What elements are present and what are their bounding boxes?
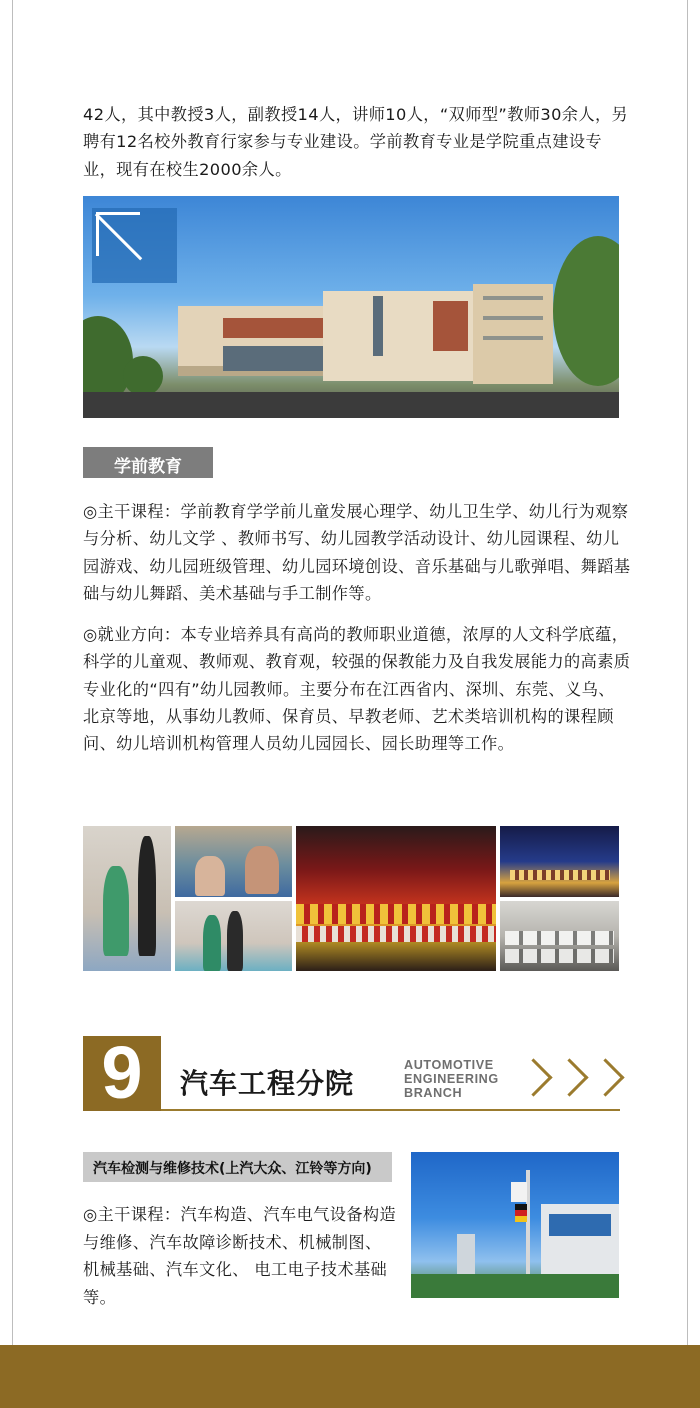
preschool-courses-paragraph: ◎主干课程：学前教育学学前儿童发展心理学、幼儿卫生学、幼儿行为观察与分析、幼儿文学 、教师书写、幼儿园教学活动设计、幼儿园课程、幼儿园游戏、幼儿园班级管理、幼儿园环境创设、音乐基础与儿歌弹唱、舞蹈基础与幼儿舞蹈、美术基础与手工制作等。 (83, 502, 631, 603)
saic-volkswagen-building-photo (411, 1152, 619, 1298)
section-number-box (83, 1031, 161, 1114)
stage-performance-photo (296, 826, 496, 971)
dance-class-photo (83, 826, 171, 971)
corner-frame-graphic (92, 208, 177, 283)
automotive-tag-label: 汽车检测与维修技术(上汽大众、江铃等方向) (93, 1161, 372, 1177)
intro-paragraph: 42人，其中教授3人，副教授14人，讲师10人，“双师型”教师30余人，另聘有12名校外教育行家参与专业建设。学前教育专业是学院重点建设专业，现有在校生2000余人。 (83, 105, 629, 179)
preschool-employment-paragraph: ◎就业方向：本专业培养具有高尚的教师职业道德，浓厚的人文科学底蕴，科学的儿童观、教师观、教育观，较强的保教能力及自我发展能力的高素质专业化的“四有”幼儿园教师。主要分布在江西省内、深圳、东莞、义乌、北京等地，从事幼儿教师、保育员、早教老师、艺术类培训机构的课程顾问、幼儿培训机构管理人员幼儿园园长、园长助理等工作。 (83, 625, 631, 754)
campus-building-photo (83, 196, 619, 418)
classroom-photo (500, 901, 619, 971)
section-title-rule (161, 1109, 620, 1111)
section-english-line-3: BRANCH (404, 1086, 463, 1100)
section-number: 9 (101, 1031, 143, 1114)
children-activity-photo (175, 826, 292, 897)
automotive-program-tag (83, 1152, 392, 1182)
chevron-right-icon (550, 1058, 588, 1096)
page-border-right (687, 0, 688, 1345)
section-title: 汽车工程分院 (180, 1067, 355, 1100)
auditorium-performance-photo (500, 826, 619, 897)
preschool-section-tag (83, 447, 213, 478)
chevron-right-icon (514, 1058, 552, 1096)
page-border-left (12, 0, 13, 1345)
footer-band (0, 1345, 700, 1408)
dance-practice-photo (175, 901, 292, 971)
automotive-courses-paragraph: ◎主干课程：汽车构造、汽车电气设备构造与维修、汽车故障诊断技术、机械制图、机械基础、汽车文化、 电工电子技术基础等。 (83, 1205, 397, 1307)
section-english-line-2: ENGINEERING (404, 1072, 499, 1086)
chevron-right-icon (586, 1058, 624, 1096)
preschool-tag-label: 学前教育 (114, 457, 182, 477)
section-english-line-1: AUTOMOTIVE (404, 1058, 494, 1072)
